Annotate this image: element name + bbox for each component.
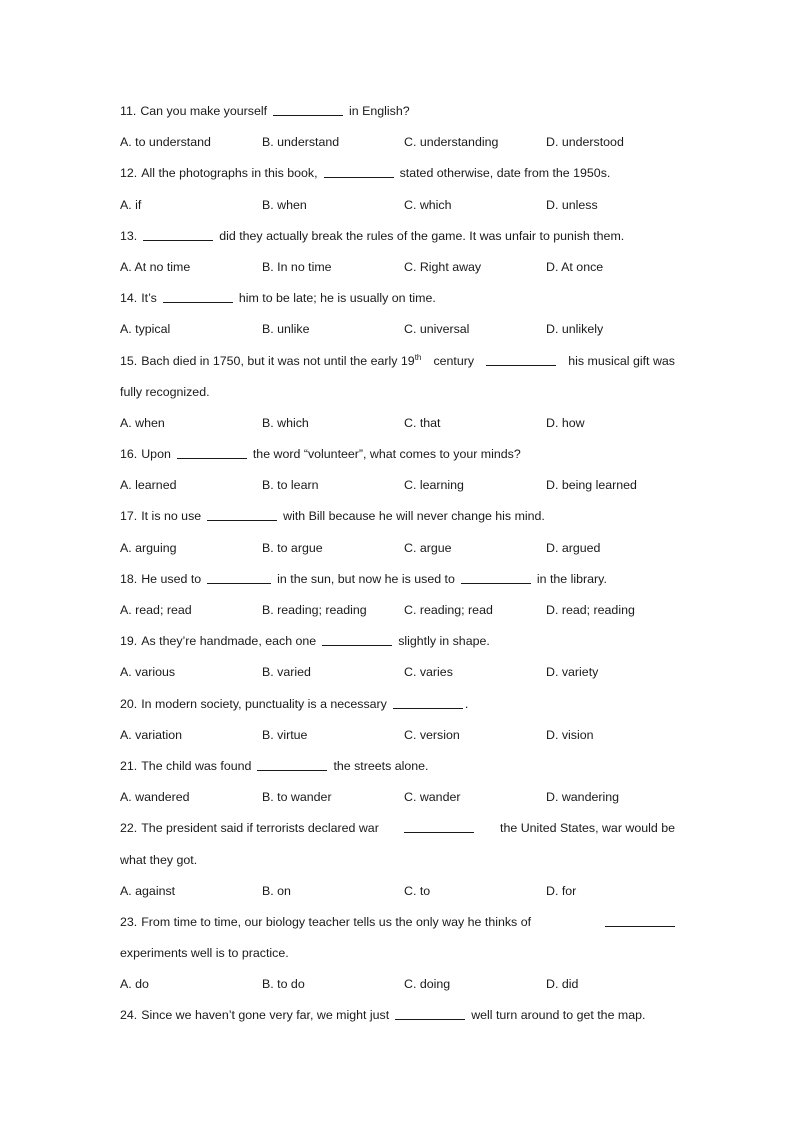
question-22 (120, 818, 675, 849)
question-text: slightly in shape. (398, 634, 490, 649)
question-22-continued: what they got. (120, 852, 198, 867)
options-23 (120, 974, 675, 1005)
option-c: C. doing (404, 977, 451, 992)
option-b: B. virtue (262, 727, 308, 742)
answer-blank (393, 694, 463, 709)
answer-blank (143, 226, 213, 241)
question-text: in the library. (536, 571, 607, 586)
option-b: B. to learn (262, 478, 319, 493)
question-text: From time to time, our biology teacher tells us the only way he thinks of (141, 914, 532, 929)
question-number: 20. (120, 696, 138, 711)
answer-blank (395, 1005, 465, 1020)
option-b: B. understand (262, 135, 340, 150)
question-text: well turn around to get the map. (471, 1008, 646, 1023)
question-15 (120, 351, 675, 382)
option-a: A. read; read (120, 603, 192, 617)
question-text: stated otherwise, date from the 1950s. (399, 166, 611, 181)
option-d: D. argued (546, 540, 601, 555)
question-text: Upon (141, 447, 171, 462)
option-a: A. typical (120, 322, 171, 337)
option-d: D. for (546, 883, 577, 898)
question-11 (120, 101, 675, 132)
question-number: 21. (120, 758, 138, 773)
question-text: the streets alone. (333, 758, 429, 773)
question-text: with Bill because he will never change his mind. (283, 509, 545, 524)
question-text: The child was found (141, 758, 252, 773)
option-a: A. against (120, 883, 176, 898)
options-18 (120, 600, 675, 631)
option-c: C. varies (404, 665, 453, 680)
question-text: did they actually break the rules of the game. It was unfair to punish them. (219, 228, 625, 243)
question-21 (120, 756, 675, 787)
question-14 (120, 288, 675, 319)
question-text: Since we haven’t gone very far, we might just (141, 1008, 390, 1023)
option-a: A. learned (120, 478, 177, 493)
answer-blank (322, 631, 392, 646)
options-11 (120, 132, 675, 163)
answer-blank (207, 506, 277, 521)
question-12 (120, 163, 675, 194)
answer-blank (207, 569, 271, 584)
option-b: B. to argue (262, 540, 323, 555)
option-d: D. At once (546, 259, 604, 274)
option-c: C. which (404, 197, 452, 212)
option-c: C. learning (404, 478, 464, 493)
question-text: It’s (141, 291, 157, 306)
option-a: A. variation (120, 727, 182, 742)
question-number: 15. (120, 353, 138, 368)
question-text: In modern society, punctuality is a necessary (141, 696, 387, 711)
question-text: He used to (141, 571, 202, 586)
answer-blank (324, 163, 394, 178)
option-c: C. understanding (404, 135, 499, 150)
question-text: As they’re handmade, each one (141, 634, 317, 649)
question-text: the word “volunteer”, what comes to your minds? (252, 447, 521, 462)
question-number: 13. (120, 228, 138, 243)
question-20 (120, 694, 675, 725)
question-text: . (464, 696, 469, 711)
option-c: C. wander (404, 790, 461, 805)
question-text: him to be late; he is usually on time. (238, 291, 436, 306)
option-a: A. to understand (120, 135, 211, 150)
option-b: B. In no time (262, 259, 332, 274)
option-b: B. on (262, 883, 291, 898)
option-c: C. version (404, 727, 460, 742)
question-text: Bach died in 1750, but it was not until the early 19 (141, 353, 415, 368)
option-b: B. to do (262, 977, 305, 992)
question-number: 12. (120, 166, 138, 181)
option-a: A. when (120, 415, 165, 430)
options-14 (120, 319, 675, 350)
answer-blank (257, 756, 327, 771)
option-d: D. understood (546, 135, 624, 150)
option-b: B. reading; reading (262, 603, 367, 617)
question-16 (120, 444, 675, 475)
option-b: B. when (262, 197, 307, 212)
answer-blank (177, 444, 247, 459)
question-number: 17. (120, 509, 138, 524)
question-15-continued: fully recognized. (120, 384, 210, 399)
options-17 (120, 538, 675, 569)
question-number: 23. (120, 914, 138, 929)
answer-blank (605, 912, 675, 927)
question-text: the United States, war would be (500, 821, 675, 836)
option-d: D. variety (546, 665, 599, 680)
option-c: C. that (404, 415, 441, 430)
question-text: century (433, 353, 475, 368)
options-22 (120, 881, 675, 912)
question-17 (120, 506, 675, 537)
question-text: All the photographs in this book, (141, 166, 318, 181)
question-24 (120, 1005, 675, 1036)
question-number: 18. (120, 571, 138, 586)
option-d: D. vision (546, 727, 594, 742)
option-a: A. if (120, 197, 142, 212)
option-c: C. Right away (404, 259, 482, 274)
options-15 (120, 413, 675, 444)
option-a: A. arguing (120, 540, 177, 555)
answer-blank (486, 351, 556, 366)
options-12 (120, 195, 675, 226)
option-a: A. do (120, 977, 149, 992)
option-d: D. being learned (546, 478, 637, 493)
option-d: D. wandering (546, 790, 620, 805)
question-number: 19. (120, 634, 138, 649)
superscript: th (414, 352, 422, 362)
option-a: A. At no time (120, 259, 191, 274)
answer-blank (404, 818, 474, 833)
options-13 (120, 257, 675, 288)
answer-blank (461, 569, 531, 584)
question-13 (120, 226, 675, 257)
question-text: in the sun, but now he is used to (277, 571, 455, 586)
option-d: D. did (546, 977, 579, 992)
option-a: A. wandered (120, 790, 190, 805)
options-19 (120, 662, 675, 693)
option-a: A. various (120, 665, 176, 680)
options-20 (120, 725, 675, 756)
option-c: C. argue (404, 540, 452, 555)
question-23 (120, 912, 675, 943)
question-number: 11. (120, 104, 137, 118)
option-c: C. to (404, 883, 431, 898)
question-text: Can you make yourself (140, 104, 268, 118)
question-23-continued: experiments well is to practice. (120, 946, 289, 961)
question-number: 24. (120, 1008, 138, 1023)
question-text: The president said if terrorists declared war (141, 821, 379, 836)
answer-blank (273, 101, 343, 116)
option-d: D. how (546, 415, 585, 430)
question-text: It is no use (141, 509, 202, 524)
question-19 (120, 631, 675, 662)
option-b: B. which (262, 415, 309, 430)
question-text: in English? (349, 104, 410, 118)
option-b: B. varied (262, 665, 311, 680)
option-c: C. universal (404, 322, 470, 337)
question-list (120, 101, 675, 1037)
question-number: 22. (120, 821, 138, 836)
option-d: D. read; reading (546, 603, 635, 617)
question-number: 16. (120, 447, 138, 462)
options-16 (120, 475, 675, 506)
option-d: D. unless (546, 197, 598, 212)
options-21 (120, 787, 675, 818)
option-b: B. to wander (262, 790, 332, 805)
question-number: 14. (120, 291, 138, 306)
answer-blank (163, 288, 233, 303)
question-18 (120, 569, 675, 600)
option-d: D. unlikely (546, 322, 604, 337)
question-text: his musical gift was (568, 353, 675, 368)
option-b: B. unlike (262, 322, 310, 337)
option-c: C. reading; read (404, 603, 493, 617)
